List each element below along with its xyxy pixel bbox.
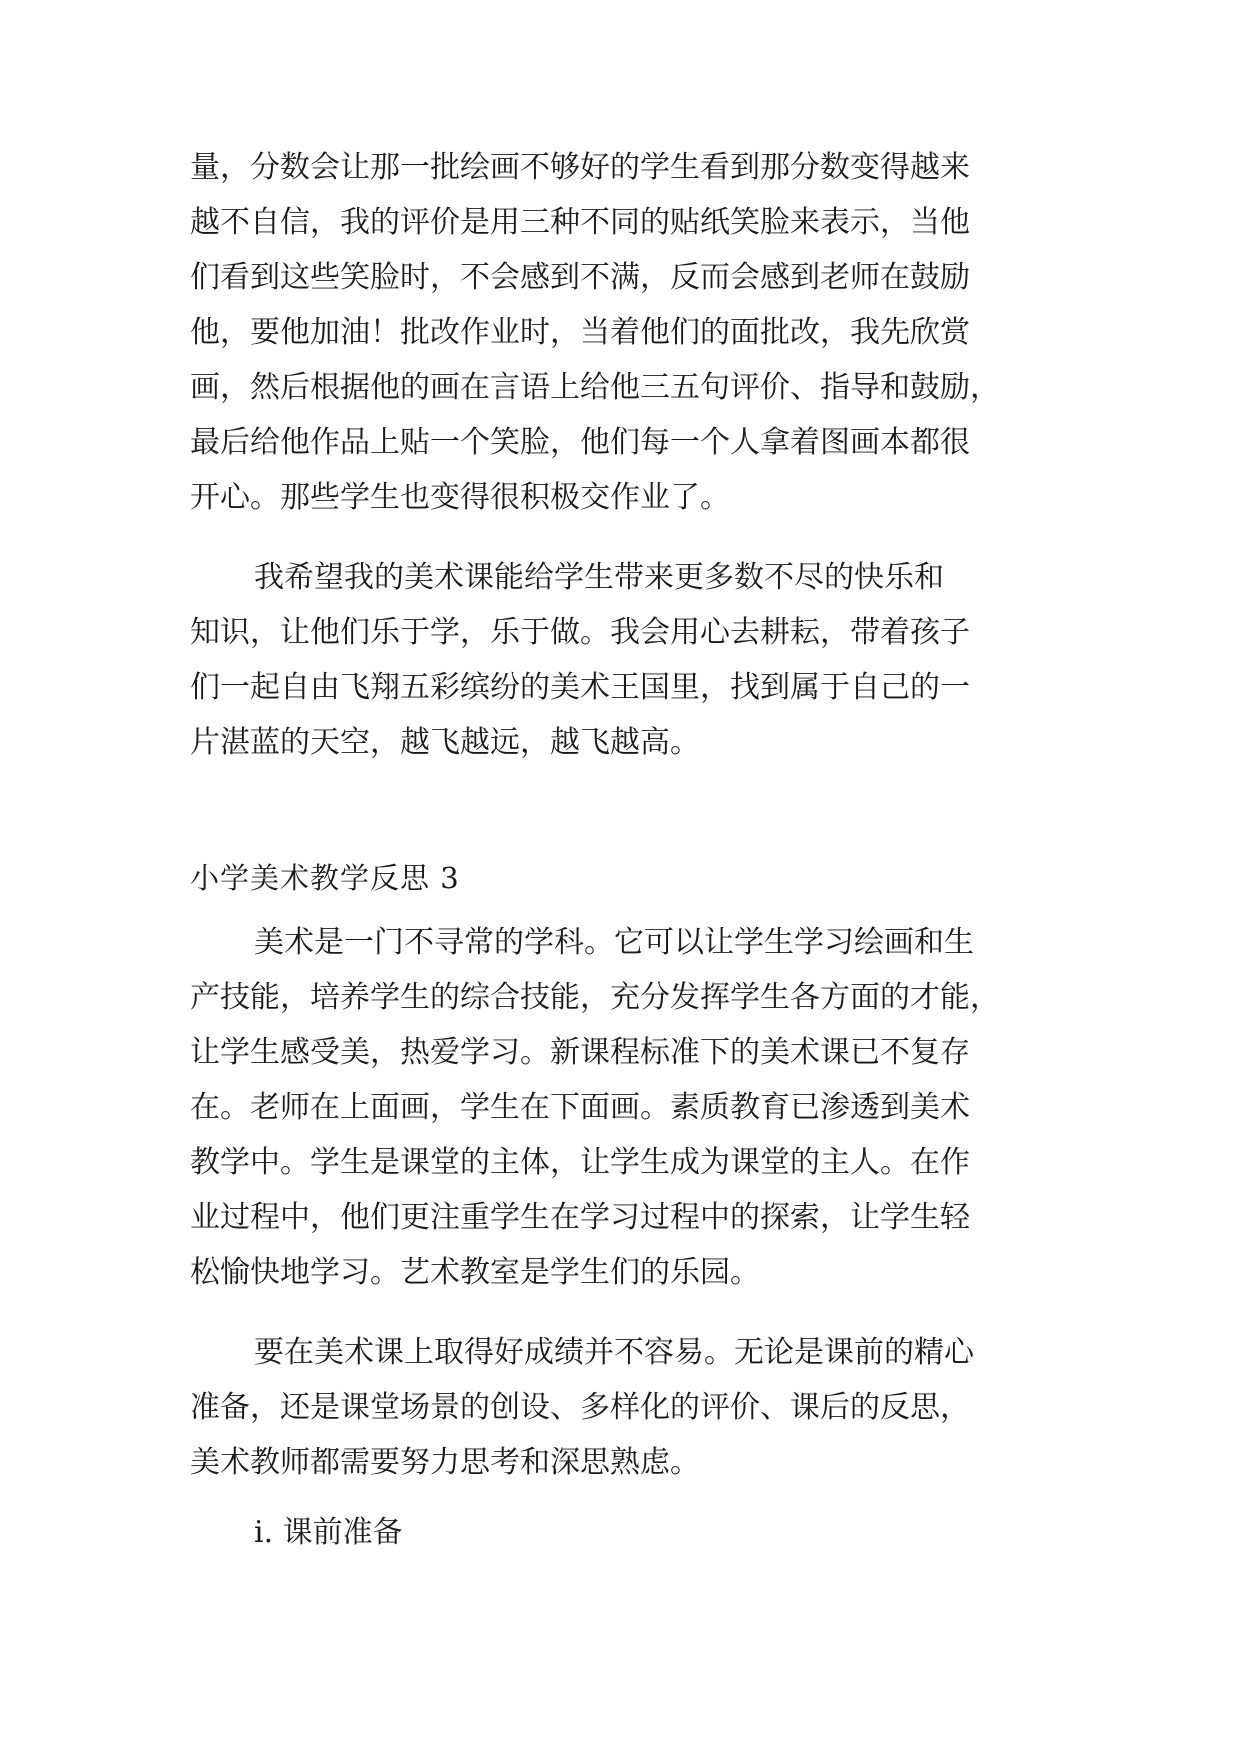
paragraph-3-line-2: 产技能，培养学生的综合技能，充分发挥学生各方面的才能， — [190, 980, 1000, 1015]
paragraph-1-line-6: 最后给他作品上贴一个笑脸，他们每一个人拿着图画本都很 — [190, 425, 970, 460]
paragraph-2-line-4: 片湛蓝的天空，越飞越远，越飞越高。 — [190, 725, 700, 760]
paragraph-3-line-6: 业过程中，他们更注重学生在学习过程中的探索，让学生轻 — [190, 1200, 970, 1235]
paragraph-1-line-5: 画，然后根据他的画在言语上给他三五句评价、指导和鼓励， — [190, 370, 1000, 405]
paragraph-3-line-4: 在。老师在上面画，学生在下面画。素质教育已渗透到美术 — [190, 1090, 970, 1125]
paragraph-2-line-1: 我希望我的美术课能给学生带来更多数不尽的快乐和 — [254, 560, 944, 595]
paragraph-3-line-7: 松愉快地学习。艺术教室是学生们的乐园。 — [190, 1255, 760, 1290]
paragraph-2-line-3: 们一起自由飞翔五彩缤纷的美术王国里，找到属于自己的一 — [190, 670, 970, 705]
paragraph-1-line-1: 量，分数会让那一批绘画不够好的学生看到那分数变得越来 — [190, 150, 970, 185]
paragraph-1-line-3: 们看到这些笑脸时，不会感到不满，反而会感到老师在鼓励 — [190, 260, 970, 295]
paragraph-3-line-1: 美术是一门不寻常的学科。它可以让学生学习绘画和生 — [254, 925, 974, 960]
paragraph-3-line-3: 让学生感受美，热爱学习。新课程标准下的美术课已不复存 — [190, 1035, 970, 1070]
document-body — [190, 0, 1050, 1754]
paragraph-4-line-2: 准备，还是课堂场景的创设、多样化的评价、课后的反思， — [190, 1390, 970, 1425]
subheading: i. 课前准备 — [254, 1515, 403, 1550]
paragraph-4-line-1: 要在美术课上取得好成绩并不容易。无论是课前的精心 — [254, 1335, 974, 1370]
paragraph-1-line-7: 开心。那些学生也变得很积极交作业了。 — [190, 480, 730, 515]
section-heading: 小学美术教学反思 3 — [190, 861, 460, 895]
paragraph-1-line-2: 越不自信，我的评价是用三种不同的贴纸笑脸来表示，当他 — [190, 205, 970, 240]
paragraph-1-line-4: 他，要他加油！批改作业时，当着他们的面批改，我先欣赏 — [190, 315, 970, 350]
paragraph-3-line-5: 教学中。学生是课堂的主体，让学生成为课堂的主人。在作 — [190, 1145, 970, 1180]
paragraph-4-line-3: 美术教师都需要努力思考和深思熟虑。 — [190, 1445, 700, 1480]
paragraph-2-line-2: 知识，让他们乐于学，乐于做。我会用心去耕耘，带着孩子 — [190, 615, 970, 650]
